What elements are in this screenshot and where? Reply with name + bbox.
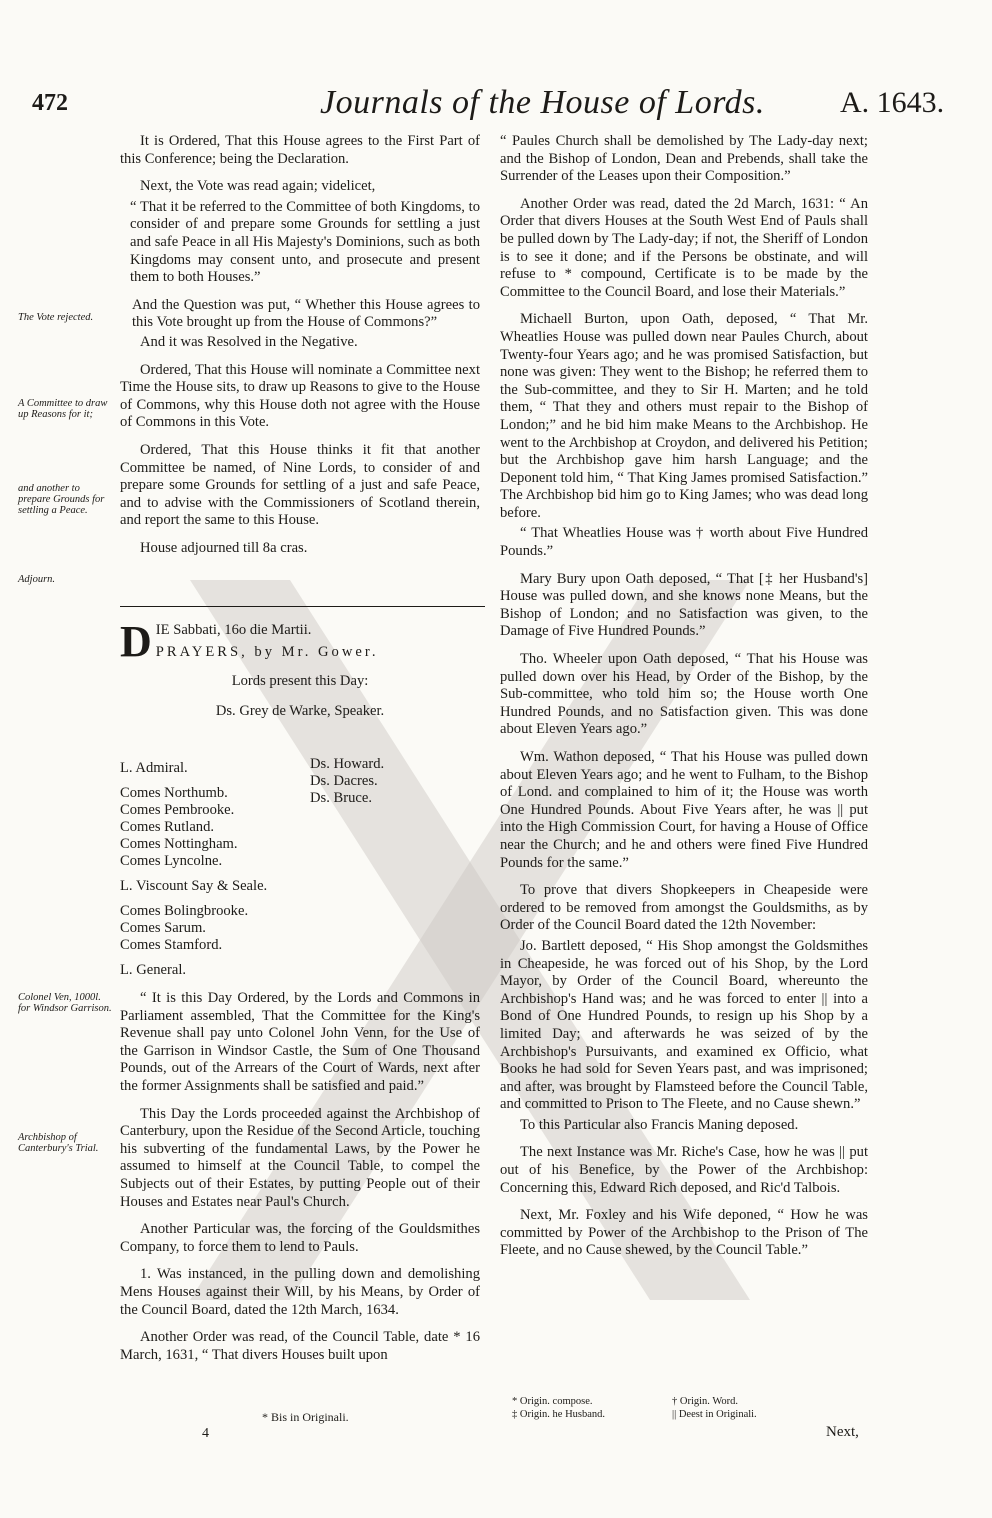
paragraph: Ordered, That this House thinks it fit that another Committee be named, of Nine Lords, to consider of and prepare some Grounds for settling of a just and safe Peace, and to advise with the Commissioners of Scotland therein, and report the same to this House.	[120, 441, 480, 529]
signature-mark: 4	[202, 1426, 209, 1441]
margin-note-vote-rejected: The Vote rejected.	[18, 312, 94, 323]
sitting-heading	[120, 617, 480, 730]
page-header	[0, 70, 992, 130]
paragraph: “ It is this Day Ordered, by the Lords and Commons in Parliament assembled, That the Committee for the King's Revenue shall pay unto Colonel John Venn, for the Use of the Garrison in Windsor Castle, the Sum of One Thousand Pounds, out of the Arrears of the Court of Wards, next after the former Assignments shall be satisfied and paid.”	[120, 990, 480, 1094]
margin-note-committee-reasons: A Committee to draw up Reasons for it;	[18, 398, 108, 420]
die-text: IE Sabbati, 16o die Martii.	[155, 622, 312, 638]
catchword: Next,	[826, 1424, 859, 1440]
prayers-line: PRAYERS, by Mr. Gower.	[155, 643, 379, 660]
footnote: * Origin. compose.	[512, 1396, 593, 1407]
paragraph: Next, Mr. Foxley and his Wife deponed, “ How he was committed by Power of the Archbishop to the Prison of The Fleete, and no Cause shewed, by the Council Table.”	[500, 1207, 868, 1259]
paragraph: House adjourned till 8a cras.	[140, 539, 308, 556]
section-rule	[120, 606, 485, 607]
paragraph: Mary Bury upon Oath deposed, “ That [‡ her Husband's] House was pulled down, and she knows none Means, but the Bishop of London; and no Satisfaction was given, to the Damage of Five Hundred Pounds.”	[500, 570, 868, 640]
lord-entry: L. Admiral.	[120, 760, 188, 776]
lord-entry: Ds. Howard.	[310, 756, 385, 772]
lord-entry: Comes Northumb.	[120, 785, 228, 801]
lord-entry: Comes Stamford.	[120, 937, 223, 953]
speaker-line: Ds. Grey de Warke, Speaker.	[215, 702, 385, 719]
footnotes	[512, 1395, 852, 1421]
paragraph: Ordered, That this House will nominate a Committee next Time the House sits, to draw up Reasons to give to the House of Commons, why this House doth not agree with the House of Commons in this Vote.	[120, 361, 480, 431]
margin-note-another-committee: and another to prepare Grounds for settling a Peace.	[18, 483, 105, 516]
footnote-bis: * Bis in Originali.	[262, 1410, 349, 1424]
paragraph: “ That Wheatlies House was † worth about Five Hundred Pounds.”	[500, 525, 868, 560]
paragraph: “ Paules Church shall be demolished by The Lady-day next; and the Bishop of London, Dean and Prebends, shall take the Surrender of the Leases upon their Composition.”	[500, 133, 868, 185]
paragraph: To this Particular also Francis Maning deposed.	[520, 1116, 799, 1133]
paragraph: And it was Resolved in the Negative.	[140, 333, 358, 350]
paragraph: It is Ordered, That this House agrees to the First Part of this Conference; being the Declaration.	[120, 133, 480, 167]
journal-year: A. 1643.	[840, 86, 945, 119]
lord-entry: Comes Nottingham.	[120, 836, 238, 852]
lord-entry: Ds. Bruce.	[310, 790, 373, 806]
paragraph: The next Instance was Mr. Riche's Case, how he was || put out of his Benefice, by the Power of the Archbishop: Concerning this, Edward Rich deposed, and Ric'd Talbois.	[500, 1144, 868, 1196]
paragraph: Next, the Vote was read again; videlicet,	[140, 178, 376, 195]
paragraph: Another Particular was, the forcing of the Gouldsmithes Company, to force them to lend to Pauls.	[120, 1221, 480, 1255]
lord-entry: Comes Pembrooke.	[120, 802, 235, 818]
paragraph: Jo. Bartlett deposed, “ His Shop amongst the Goldsmithes in Cheapeside, he was forced out of his Shop, by the Lord Mayor, by Order of the Council Board, whereunto the Archbishop's Hand was; and he was forced to enter || into a Bond of One Hundred Pounds, to resign up his Shop by a limited Day; and afterwards he was seized of by the Archbishop's Pursuivants, and examined ex Officio, what Books he had sold for Seven Years past, and was imprisoned; and after, was brought by Flamsteed before the Council Table, and committed to Prison to The Fleete, and no Cause shewn.”	[500, 937, 868, 1113]
paragraph: Michaell Burton, upon Oath, deposed, “ That Mr. Wheatlies House was pulled down near Paules Church, about Twenty-four Years ago; and he was promised Satisfaction, but none was given: They went to the Bishop; he referred them to the Sub-committee, and they to Sir H. Marten; and he told them, “ That they and others must repair to the Bishop of London;” and he bid him make Means to the Archbishop. He went to the Archbishop at Croydon, and delivered his Petition; but the Archbishop gave him harsh Language; and the Deponent told him, “ That King James promised Satisfaction.” The Archbishop bid him go to King James; who was dead long before.	[500, 311, 868, 521]
lord-entry: Comes Lyncolne.	[120, 853, 223, 869]
lord-entry: L. General.	[120, 962, 187, 978]
lord-entry: L. Viscount Say & Seale.	[120, 878, 268, 894]
paragraph: Tho. Wheeler upon Oath deposed, “ That his House was pulled down over his Head, by Order of the Bishop, by the Sub-committee, who told him so; the House worth One Hundred Pounds, and no Satisfaction given. This was done about Eleven Years ago.”	[500, 651, 868, 738]
footnote: ‡ Origin. he Husband.	[512, 1409, 606, 1420]
paragraph: And the Question was put, “ Whether this House agrees to this Vote brought up from the House of Commons?”	[132, 296, 480, 331]
journal-title: Journals of the House of Lords.	[320, 84, 765, 121]
page-number: 472	[32, 90, 68, 116]
lords-present-heading: Lords present this Day:	[231, 673, 369, 690]
right-column	[500, 133, 868, 1270]
left-column-bottom	[120, 990, 480, 1374]
footnote: † Origin. Word.	[672, 1396, 739, 1407]
paragraph: Wm. Wathon deposed, “ That his House was pulled down about Eleven Years ago; and he went to Fulham, to the Bishop of Lond. and complained to him of it; the House was worth One Hundred Pounds. About Five Years after, he was || put into the High Commission Court, for having a House of Office near the Church; and he and others were fined Five Hundred Pounds for the same.”	[500, 749, 868, 871]
lord-entry: Comes Sarum.	[120, 920, 206, 936]
lord-entry: Comes Rutland.	[120, 819, 215, 835]
paragraph: To prove that divers Shopkeepers in Cheapeside were ordered to be removed from amongst the Gouldsmiths, as by Order of the Council Board dated the 12th November:	[500, 882, 868, 934]
margin-note-archbishop: Archbishop of Canterbury's Trial.	[18, 1132, 99, 1154]
lord-entry: Ds. Dacres.	[310, 773, 378, 789]
drop-cap: D	[120, 617, 152, 666]
paragraph: 1. Was instanced, in the pulling down and demolishing Mens Houses against their Will, by his Means, by Order of the Council Board, dated the 12th March, 1634.	[120, 1266, 480, 1318]
quoted-vote: “ That it be referred to the Committee of both Kingdoms, to consider of and prepare some Grounds for settling a just and safe Peace in all His Majesty's Dominions, such as both Kingdoms may consent unto, and prosecute and present them to both Houses.”	[130, 198, 480, 286]
margin-note-adjourn: Adjourn.	[18, 574, 56, 585]
lord-entry: Comes Bolingbrooke.	[120, 903, 249, 919]
left-column-top	[120, 133, 480, 567]
paragraph: This Day the Lords proceeded against the Archbishop of Canterbury, upon the Residue of the Second Article, touching his subverting of the fundamental Laws, by the Power he assumed to himself at the Council Table, to compel the Subjects out of their Estates, by putting People out of their Houses and Estates near Paul's Church.	[120, 1105, 480, 1210]
footnote: || Deest in Originali.	[672, 1409, 757, 1420]
paragraph: Another Order was read, dated the 2d March, 1631: “ An Order that divers Houses at the South West End of Pauls shall be pulled down by The Lady-day; if not, the Sheriff of London is to see it done; and if the Persons be obstinate, and will refuse to * compound, Certificate is to be made by the Committee to the Council Board, and lose their Materials.”	[500, 195, 868, 300]
paragraph: Another Order was read, of the Council Table, date * 16 March, 1631, “ That divers Houses built upon	[120, 1329, 480, 1363]
margin-note-venn: Colonel Ven, 1000l. for Windsor Garrison.	[18, 992, 112, 1014]
